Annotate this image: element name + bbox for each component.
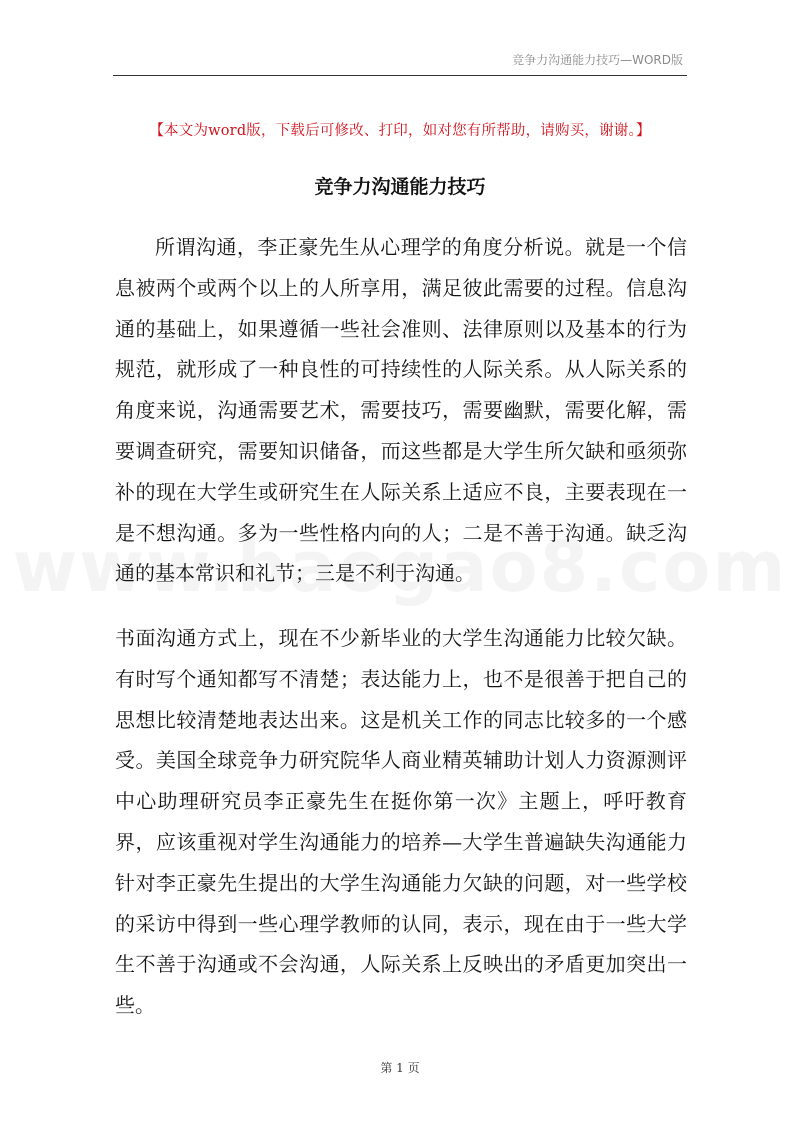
running-header: 竞争力沟通能力技巧—WORD版 bbox=[512, 53, 683, 67]
word-version-notice: 【本文为word版，下载后可修改、打印，如对您有所帮助，请购买，谢谢。】 bbox=[149, 123, 651, 139]
body-paragraph-1: 所谓沟通，李正豪先生从心理学的角度分析说。就是一个信息被两个或两个以上的人所享用，满足彼此需要的过程。信息沟通的基础上，如果遵循一些社会准则、法律原则以及基本的行为规范，就形成了一种良性的可持续性的人际关系。从人际关系的角度来说，沟通需要艺术，需要技巧，需要幽默，需要化解，需要调查研究，需要知识储备，而这些都是大学生所欠缺和亟须弥补的现在大学生或研究生在人际关系上适应不良，主要表现在一是不想沟通。多为一些性格内向的人；二是不善于沟通。缺乏沟通的基本常识和礼节；三是不利于沟通。 bbox=[115, 235, 687, 586]
header-divider bbox=[113, 75, 687, 76]
document-title: 竞争力沟通能力技巧 bbox=[314, 176, 486, 198]
body-paragraph-2: 书面沟通方式上，现在不少新毕业的大学生沟通能力比较欠缺。有时写个通知都写不清楚；表达能力上，也不是很善于把自己的思想比较清楚地表达出来。这是机关工作的同志比较多的一个感受。美国全球竞争力研究院华人商业精英辅助计划人力资源测评中心助理研究员李正豪先生在挺你第一次》主题上，呼吁教育界，应该重视对学生沟通能力的培养—大学生普遍缺失沟通能力针对李正豪先生提出的大学生沟通能力欠缺的问题，对一些学校的采访中得到一些心理学教师的认同，表示，现在由于一些大学生不善于沟通或不会沟通，人际关系上反映出的矛盾更加突出一些。 bbox=[115, 626, 687, 1018]
page-number: 第 1 页 bbox=[380, 1061, 420, 1075]
